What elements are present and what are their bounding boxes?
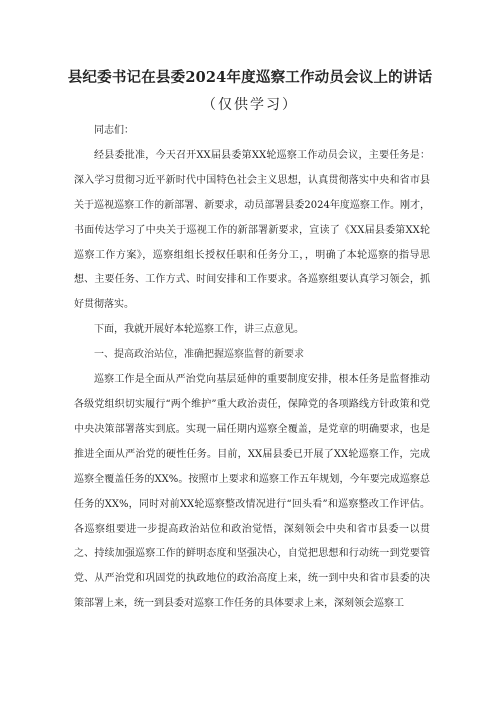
body-paragraph: 经县委批准，今天召开XX届县委第XX轮巡察工作动员会议，主要任务是：深入学习贯彻习近平新时代中国特色社会主义思想，认真贯彻落实中央和省市县关于巡视巡察工作的新部署、新要求，动员部署县委2024年度巡察工作。刚才，书面传达学习了中央关于巡视工作的新部署新要求，宣读了《XX届县委第XX轮巡察工作方案》，巡察组组长授权任职和任务分工，，明确了本轮巡察的指导思想、主要任务、工作方式、时间安排和工作要求。各巡察组要认真学习领会，抓好贯彻落实。 xyxy=(74,149,430,311)
document-title: 县纪委书记在县委2024年度巡察工作动员会议上的讲话 xyxy=(67,69,433,86)
body-paragraph: 巡察工作是全面从严治党向基层延伸的重要制度安排，根本任务是监督推动各级党组织切实履行“两个维护”重大政治责任，保障党的各项路线方针政策和党中央决策部署落实到底。实现一届任期内巡察全覆盖，是党章的明确要求，也是推进全面从严治党的硬性任务。目前，XX届县委已开展了XX轮巡察工作，完成巡察全覆盖任务的XX%。按照市上要求和巡察工作五年规划，今年要完成巡察总任务的XX%，同时对前XX轮巡察整改情况进行“回头看”和巡察整改工作评估。各巡察组要进一步提高政治站位和政治觉悟，深刻领会中央和省市县委一以贯之、持续加强巡察工作的鲜明态度和坚强决心，自觉把思想和行动统一到党要管党、从严治党和巩固党的执政地位的政治高度上来，统一到中央和省市县委的决策部署上来，统一到县委对巡察工作任务的具体要求上来，深刻领会巡察工 xyxy=(74,374,430,610)
salutation: 同志们： xyxy=(94,125,134,136)
document-body xyxy=(74,119,430,617)
document-subtitle: （仅供学习） xyxy=(202,97,298,113)
body-paragraph: 下面，我就开展好本轮巡察工作，讲三点意见。 xyxy=(94,324,304,336)
section-heading: 一、提高政治站位，准确把握巡察监督的新要求 xyxy=(94,349,304,361)
